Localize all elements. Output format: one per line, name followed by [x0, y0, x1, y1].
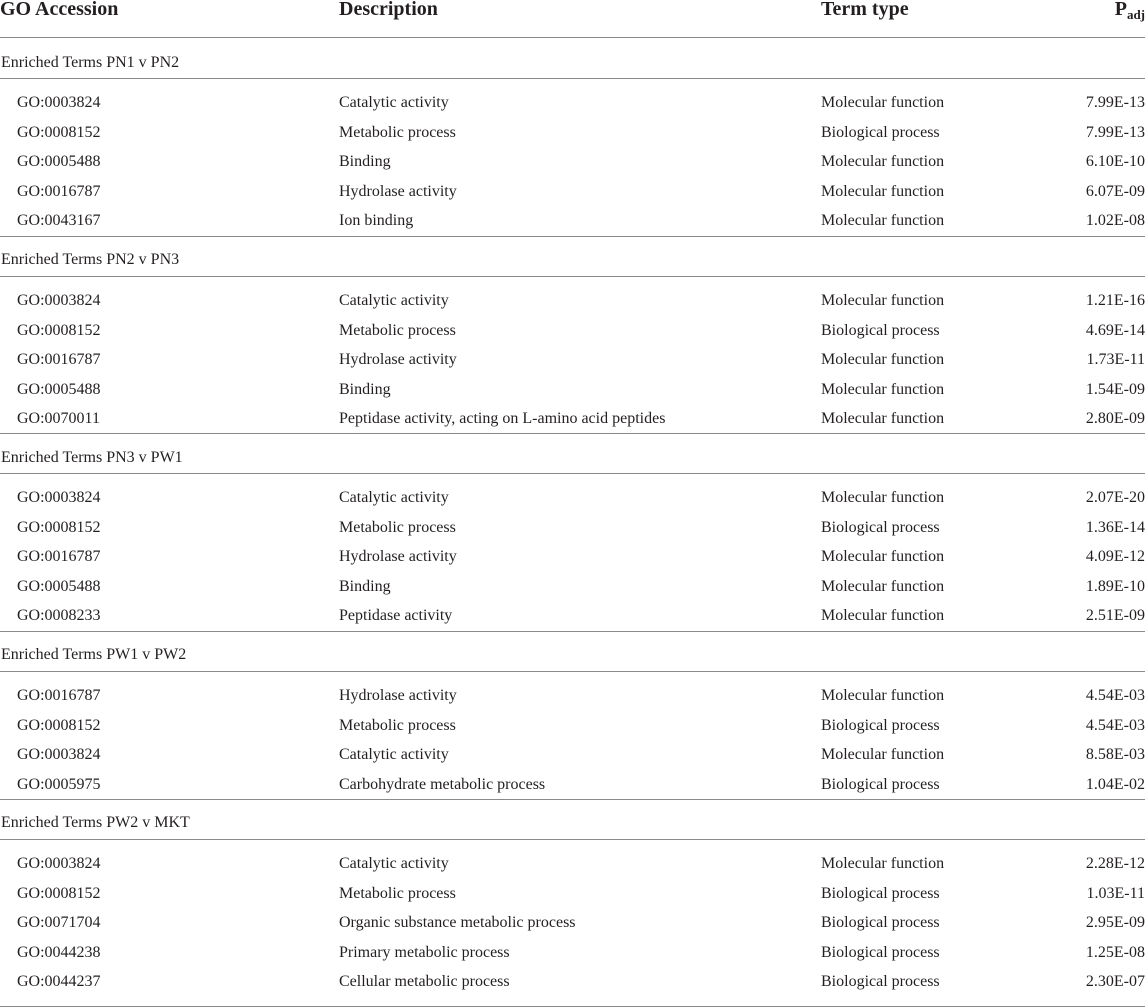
table-row [0, 745, 1145, 765]
table-row [0, 350, 1145, 370]
padj-cell: 2.51E-09 [1085, 607, 1145, 624]
term-type-cell: Molecular function [821, 855, 945, 872]
description-cell: Metabolic process [339, 519, 456, 536]
description-cell: Peptidase activity [339, 607, 453, 624]
padj-cell: 1.21E-16 [1085, 292, 1145, 309]
section-divider [0, 433, 1145, 434]
description-cell: Catalytic activity [339, 292, 449, 309]
go-accession-cell: GO:0005975 [17, 776, 101, 793]
table-row [0, 291, 1145, 311]
go-accession-cell: GO:0003824 [17, 489, 101, 506]
table-row [0, 577, 1145, 597]
description-cell: Catalytic activity [339, 746, 449, 763]
term-type-cell: Molecular function [821, 381, 945, 398]
section-divider [0, 631, 1145, 632]
table-row [0, 211, 1145, 231]
padj-cell: 1.89E-10 [1085, 578, 1145, 595]
description-cell: Cellular metabolic process [339, 973, 510, 990]
padj-cell: 2.30E-07 [1085, 973, 1145, 990]
description-cell: Hydrolase activity [339, 548, 457, 565]
section-divider [0, 236, 1145, 237]
go-accession-cell: GO:0003824 [17, 855, 101, 872]
description-cell: Catalytic activity [339, 855, 449, 872]
padj-cell: 1.04E-02 [1085, 776, 1145, 793]
term-type-cell: Molecular function [821, 607, 945, 624]
section-label: Enriched Terms PN2 v PN3 [1, 251, 180, 268]
table-row [0, 606, 1145, 626]
padj-cell: 4.54E-03 [1085, 687, 1145, 704]
padj-cell: 4.09E-12 [1085, 548, 1145, 565]
term-type-cell: Molecular function [821, 94, 945, 111]
term-type-cell: Molecular function [821, 410, 945, 427]
table-row [0, 943, 1145, 963]
term-type-cell: Molecular function [821, 548, 945, 565]
header-term-type: Term type [821, 0, 909, 20]
header-description: Description [339, 0, 438, 20]
section-rule [0, 671, 1145, 672]
description-cell: Catalytic activity [339, 94, 449, 111]
description-cell: Metabolic process [339, 124, 456, 141]
padj-cell: 1.25E-08 [1085, 944, 1145, 961]
padj-cell: 1.73E-11 [1086, 351, 1145, 368]
go-accession-cell: GO:0043167 [17, 212, 101, 229]
term-type-cell: Molecular function [821, 183, 945, 200]
table-row [0, 716, 1145, 736]
table-row [0, 547, 1145, 567]
term-type-cell: Molecular function [821, 746, 945, 763]
padj-cell: 7.99E-13 [1085, 124, 1145, 141]
padj-cell: 4.69E-14 [1085, 322, 1145, 339]
go-accession-cell: GO:0008152 [17, 124, 101, 141]
table-row [0, 321, 1145, 341]
table-row [0, 884, 1145, 904]
go-accession-cell: GO:0016787 [17, 351, 101, 368]
term-type-cell: Molecular function [821, 489, 945, 506]
term-type-cell: Biological process [821, 124, 940, 141]
go-accession-cell: GO:0008152 [17, 322, 101, 339]
description-cell: Binding [339, 381, 391, 398]
table-row [0, 409, 1145, 429]
description-cell: Hydrolase activity [339, 351, 457, 368]
padj-cell: 1.36E-14 [1085, 519, 1145, 536]
go-accession-cell: GO:0071704 [17, 914, 101, 931]
go-accession-cell: GO:0005488 [17, 153, 101, 170]
padj-cell: 2.80E-09 [1085, 410, 1145, 427]
description-cell: Ion binding [339, 212, 414, 229]
description-cell: Hydrolase activity [339, 687, 457, 704]
term-type-cell: Biological process [821, 519, 940, 536]
go-accession-cell: GO:0003824 [17, 746, 101, 763]
go-accession-cell: GO:0016787 [17, 548, 101, 565]
padj-cell: 4.54E-03 [1085, 717, 1145, 734]
term-type-cell: Biological process [821, 776, 940, 793]
padj-cell: 2.28E-12 [1085, 855, 1145, 872]
term-type-cell: Molecular function [821, 687, 945, 704]
go-accession-cell: GO:0044237 [17, 973, 101, 990]
description-cell: Metabolic process [339, 885, 456, 902]
table-row [0, 488, 1145, 508]
term-type-cell: Biological process [821, 322, 940, 339]
description-cell: Hydrolase activity [339, 183, 457, 200]
term-type-cell: Molecular function [821, 292, 945, 309]
term-type-cell: Molecular function [821, 153, 945, 170]
term-type-cell: Biological process [821, 885, 940, 902]
description-cell: Primary metabolic process [339, 944, 510, 961]
go-accession-cell: GO:0016787 [17, 687, 101, 704]
go-accession-cell: GO:0003824 [17, 292, 101, 309]
padj-cell: 1.03E-11 [1086, 885, 1145, 902]
section-label: Enriched Terms PN3 v PW1 [1, 449, 183, 466]
section-rule [0, 473, 1145, 474]
table-header [0, 0, 1145, 38]
table-row [0, 972, 1145, 992]
table-row [0, 775, 1145, 795]
section-rule [0, 78, 1145, 79]
go-accession-cell: GO:0044238 [17, 944, 101, 961]
section-label: Enriched Terms PN1 v PN2 [1, 54, 180, 71]
padj-cell: 6.10E-10 [1085, 153, 1145, 170]
table-row [0, 854, 1145, 874]
description-cell: Binding [339, 578, 391, 595]
table-row [0, 913, 1145, 933]
section-divider [0, 799, 1145, 800]
table-row [0, 686, 1145, 706]
padj-cell: 2.07E-20 [1085, 489, 1145, 506]
term-type-cell: Biological process [821, 944, 940, 961]
padj-cell: 1.02E-08 [1085, 212, 1145, 229]
table-row [0, 123, 1145, 143]
term-type-cell: Biological process [821, 717, 940, 734]
go-accession-cell: GO:0008233 [17, 607, 101, 624]
description-cell: Catalytic activity [339, 489, 449, 506]
table-row [0, 182, 1145, 202]
section-rule [0, 839, 1145, 840]
description-cell: Metabolic process [339, 717, 456, 734]
section-rule [0, 276, 1145, 277]
description-cell: Metabolic process [339, 322, 456, 339]
padj-cell: 7.99E-13 [1085, 94, 1145, 111]
description-cell: Carbohydrate metabolic process [339, 776, 546, 793]
table-bottom-rule [0, 1006, 1145, 1007]
term-type-cell: Molecular function [821, 578, 945, 595]
table-row [0, 152, 1145, 172]
header-padj-main: P [1114, 0, 1127, 20]
go-accession-cell: GO:0008152 [17, 885, 101, 902]
term-type-cell: Biological process [821, 914, 940, 931]
section-label: Enriched Terms PW1 v PW2 [1, 646, 187, 663]
padj-cell: 1.54E-09 [1085, 381, 1145, 398]
go-accession-cell: GO:0008152 [17, 519, 101, 536]
header-go-accession: GO Accession [0, 0, 119, 20]
description-cell: Binding [339, 153, 391, 170]
header-padj-sub: adj [1126, 7, 1145, 22]
padj-cell: 6.07E-09 [1085, 183, 1145, 200]
description-cell: Organic substance metabolic process [339, 914, 576, 931]
go-accession-cell: GO:0008152 [17, 717, 101, 734]
table-row [0, 380, 1145, 400]
term-type-cell: Biological process [821, 973, 940, 990]
header-padj [1115, 0, 1145, 27]
term-type-cell: Molecular function [821, 212, 945, 229]
term-type-cell: Molecular function [821, 351, 945, 368]
go-accession-cell: GO:0005488 [17, 381, 101, 398]
section-label: Enriched Terms PW2 v MKT [1, 814, 190, 831]
go-accession-cell: GO:0016787 [17, 183, 101, 200]
padj-cell: 2.95E-09 [1085, 914, 1145, 931]
go-accession-cell: GO:0003824 [17, 94, 101, 111]
padj-cell: 8.58E-03 [1085, 746, 1145, 763]
go-accession-cell: GO:0005488 [17, 578, 101, 595]
description-cell: Peptidase activity, acting on L-amino acid peptides [339, 410, 666, 427]
go-accession-cell: GO:0070011 [17, 410, 100, 427]
table-row [0, 93, 1145, 113]
table-row [0, 518, 1145, 538]
